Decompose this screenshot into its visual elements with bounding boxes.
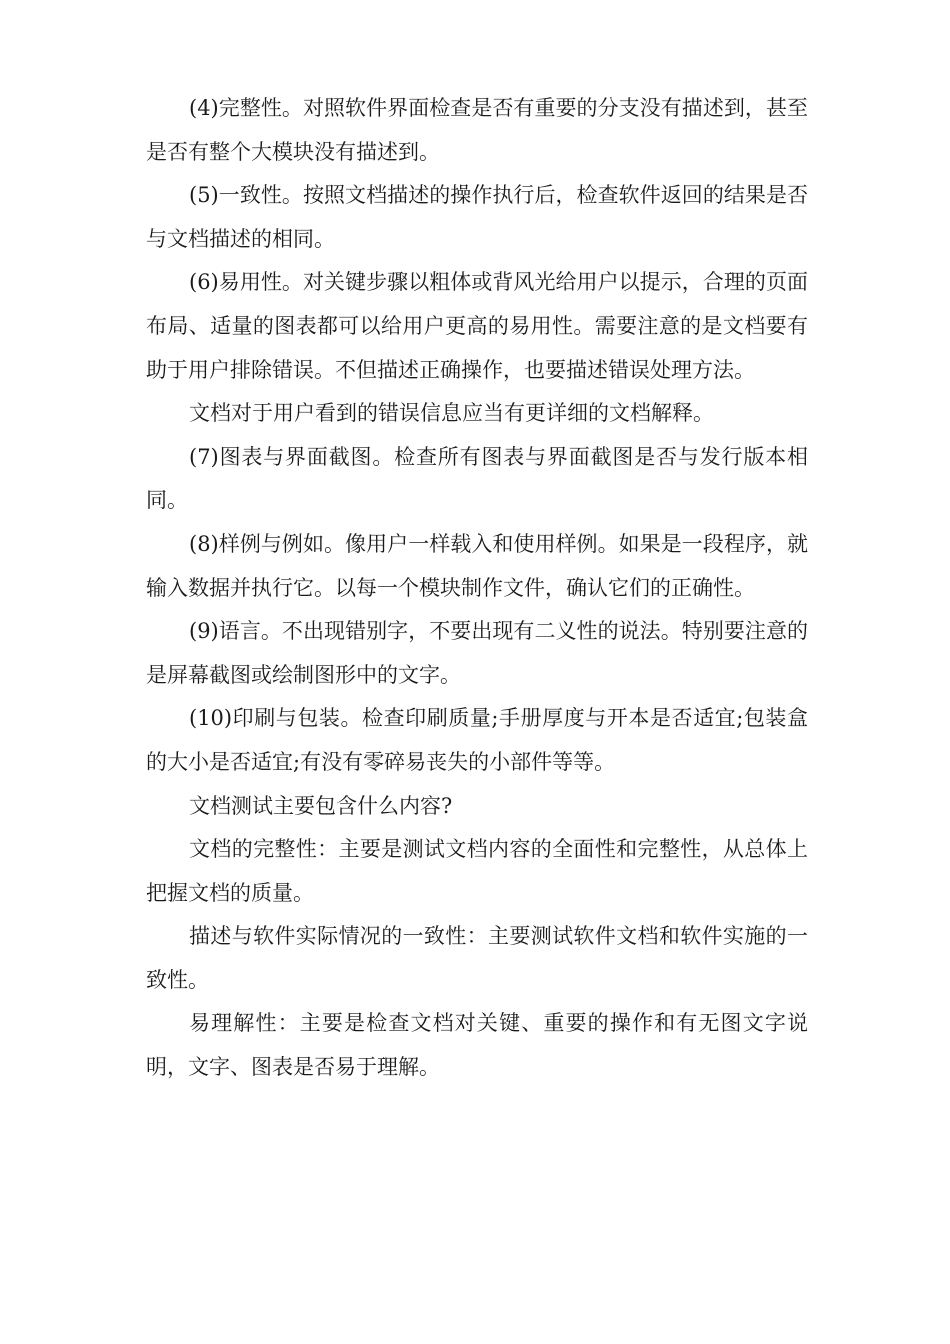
paragraph-usability: (6)易用性。对关键步骤以粗体或背风光给用户以提示，合理的页面布局、适量的图表都可以给用户更高的易用性。需要注意的是文档要有助于用户排除错误。不但描述正确操作，也要描述错误处理方法。 bbox=[146, 270, 808, 382]
paragraph-language: (9)语言。不出现错别字，不要出现有二义性的说法。特别要注意的是屏幕截图或绘制图形中的文字。 bbox=[146, 619, 808, 687]
paragraph-question: 文档测试主要包含什么内容? bbox=[189, 793, 453, 818]
paragraph-consistency: (5)一致性。按照文档描述的操作执行后，检查软件返回的结果是否与文档描述的相同。 bbox=[146, 183, 808, 251]
paragraph-samples: (8)样例与例如。像用户一样载入和使用样例。如果是一段程序，就输入数据并执行它。以每一个模块制作文件，确认它们的正确性。 bbox=[146, 531, 808, 600]
paragraph-error-info: 文档对于用户看到的错误信息应当有更详细的文档解释。 bbox=[189, 401, 714, 426]
document-body bbox=[146, 87, 808, 1090]
paragraph-understandability: 易理解性：主要是检查文档对关键、重要的操作和有无图文字说明，文字、图表是否易于理解。 bbox=[146, 1011, 808, 1080]
paragraph-printing-packaging: (10)印刷与包装。检查印刷质量;手册厚度与开本是否适宜;包装盒的大小是否适宜;有没有零碎易丧失的小部件等等。 bbox=[146, 706, 808, 774]
paragraph-completeness: (4)完整性。对照软件界面检查是否有重要的分支没有描述到，甚至是否有整个大模块没有描述到。 bbox=[146, 96, 808, 164]
paragraph-charts-screenshots: (7)图表与界面截图。检查所有图表与界面截图是否与发行版本相同。 bbox=[146, 444, 808, 513]
paragraph-doc-completeness: 文档的完整性：主要是测试文档内容的全面性和完整性，从总体上把握文档的质量。 bbox=[146, 837, 808, 905]
paragraph-doc-consistency: 描述与软件实际情况的一致性：主要测试软件文档和软件实施的一致性。 bbox=[146, 924, 808, 992]
